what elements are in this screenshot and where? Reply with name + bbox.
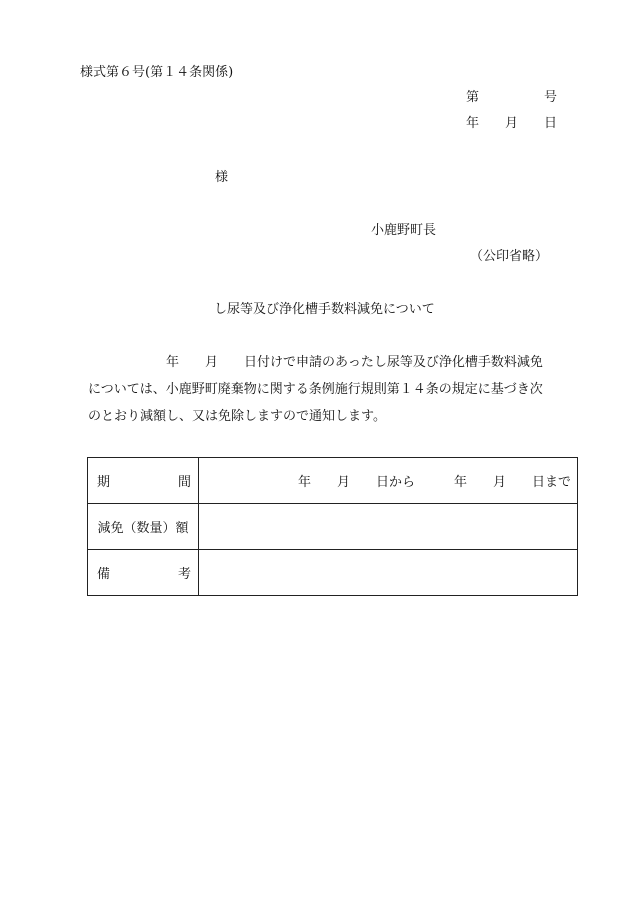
document-number: 第 号 — [466, 90, 558, 105]
amount-value-cell — [199, 504, 578, 550]
table-row-period — [88, 458, 578, 504]
issuer-name: 小鹿野町長 — [371, 223, 437, 238]
reduction-details-table — [87, 457, 578, 596]
document-date: 年 月 日 — [466, 116, 558, 131]
body-line-2: については、小鹿野町廃棄物に関する条例施行規則第１４条の規定に基づき次 — [88, 382, 543, 397]
period-value: 年 月 日から 年 月 日まで — [297, 475, 571, 490]
period-label-cell — [88, 458, 199, 504]
table-row-remarks — [88, 550, 578, 596]
body-text — [88, 349, 578, 430]
form-number: 様式第６号(第１４条関係) — [80, 65, 234, 80]
document-subject: し尿等及び浄化槽手数料減免について — [214, 302, 435, 317]
period-value-cell — [199, 458, 578, 504]
remarks-label-left: 備 — [97, 567, 111, 582]
body-line-3: のとおり減額し、又は免除しますので通知します。 — [88, 409, 386, 424]
amount-label: 減免（数量）額 — [97, 521, 189, 536]
remarks-value-cell — [199, 550, 578, 596]
period-label-right: 間 — [177, 475, 191, 490]
remarks-label-cell — [88, 550, 199, 596]
amount-label-cell — [88, 504, 199, 550]
table-row-amount — [88, 504, 578, 550]
period-label-left: 期 — [97, 475, 111, 490]
body-line-1: 年 月 日付けで申請のあったし尿等及び浄化槽手数料減免 — [88, 355, 543, 370]
remarks-label-right: 考 — [177, 567, 191, 582]
seal-note: （公印省略） — [470, 249, 549, 264]
addressee-suffix: 様 — [215, 170, 229, 185]
